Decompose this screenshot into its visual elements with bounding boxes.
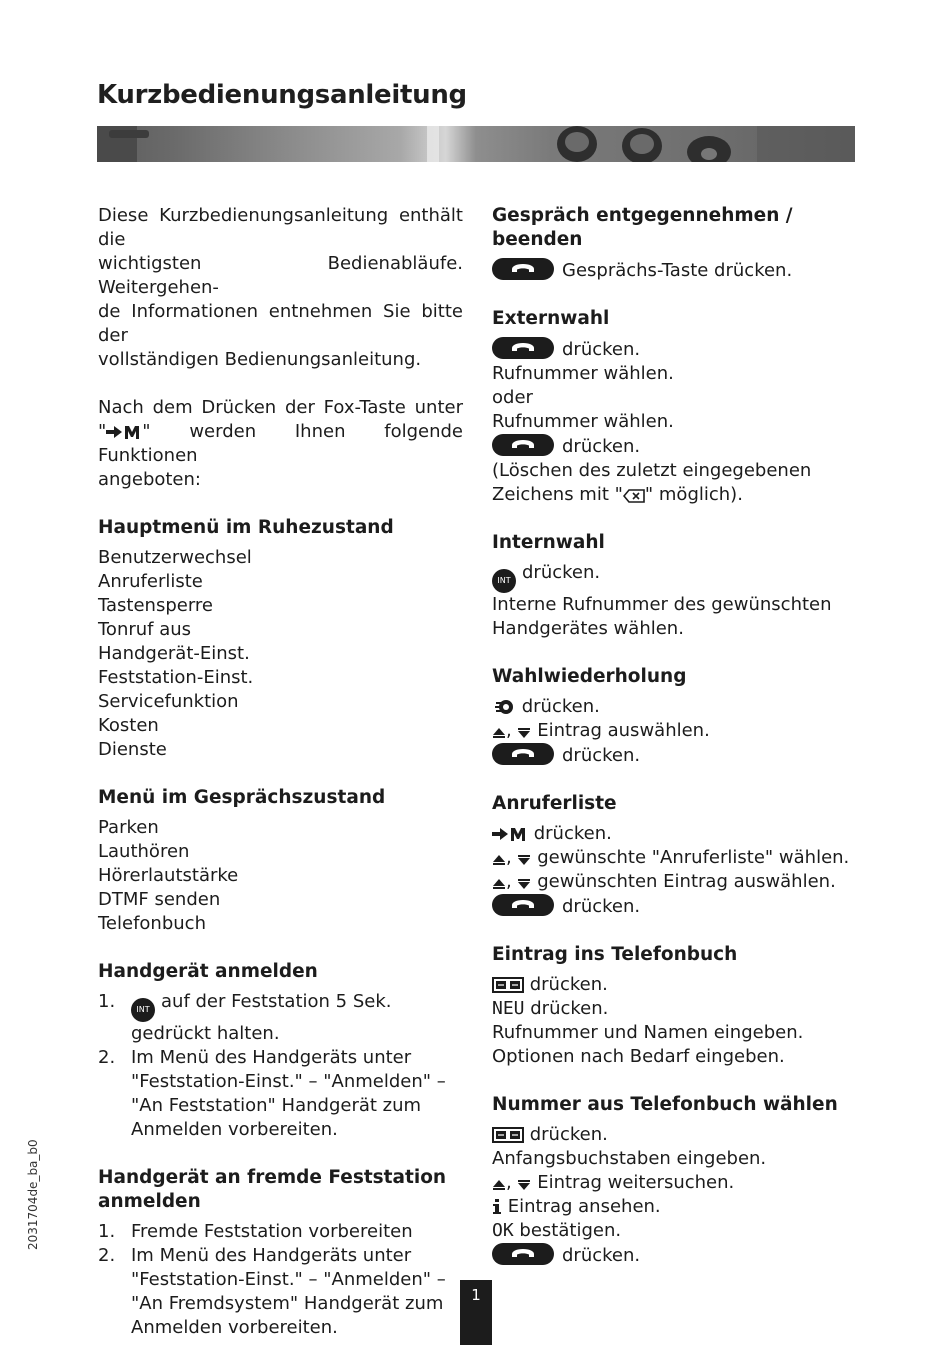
section-internwahl [492,531,872,641]
menu-item: Handgerät-Einst. [98,643,250,664]
step-text: Optionen nach Bedarf eingeben. [492,1046,785,1067]
steps-list [98,1220,463,1340]
arrow-down-icon [517,854,531,866]
call-key-icon [492,743,554,765]
step-number: 2. [98,1047,116,1068]
section-heading: Internwahl [492,532,605,553]
call-key-icon [492,337,554,359]
arrow-down-icon [517,1179,531,1191]
step-item [98,990,463,1046]
int-key-icon: INT [492,569,516,593]
step-text: Anfangsbuchstaben eingeben. [492,1148,767,1169]
step-text: drücken. [522,562,601,583]
intro-line: Diese Kurzbedienungsanleitung enthält die [98,205,463,250]
section-wahlwiederholung [492,665,872,768]
step-text: Fremde Feststation vorbereiten [131,1221,413,1242]
document-code: 2031704de_ba_b0 [26,1139,40,1250]
step-text: Anmelden vorbereiten. [131,1317,338,1338]
call-key-icon [492,434,554,456]
section-heading: Externwahl [492,308,610,329]
menu-item: DTMF senden [98,889,221,910]
step-number: 2. [98,1245,116,1266]
section-nummer-waehlen [492,1093,872,1268]
left-column [98,204,463,1364]
section-heading: Menü im Gesprächszustand [98,787,386,808]
step-text: Handgerätes wählen. [492,618,684,639]
nav-separator: , [506,871,512,892]
section-annehmen [492,204,872,283]
page-number: 1 [460,1280,492,1345]
steps-list [98,990,463,1142]
menu-item: Parken [98,817,159,838]
step-text: Interne Rufnummer des gewünschten [492,594,832,615]
section-heading: Eintrag ins Telefonbuch [492,944,738,965]
step-text: drücken. [533,823,612,844]
fox-menu-icon [492,826,528,842]
step-text: Rufnummer wählen. [492,411,674,432]
page-title: Kurzbedienungsanleitung [97,80,467,110]
menu-item: Kosten [98,715,159,736]
menu-item: Benutzerwechsel [98,547,252,568]
step-text: "An Feststation" Handgerät zum [131,1095,422,1116]
step-text: gewünschten Eintrag auswählen. [537,871,836,892]
step-text: " möglich). [644,484,743,505]
section-heading: Handgerät anmelden [98,961,318,982]
step-item [98,1046,463,1142]
step-text: Eintrag auswählen. [537,720,710,741]
section-externwahl [492,307,872,507]
neu-softkey-label: NEU [492,998,525,1019]
section-heading: Hauptmenü im Ruhezustand [98,517,394,538]
menu-item: Hörerlautstärke [98,865,239,886]
arrow-up-icon [492,727,506,739]
step-text: Rufnummer und Namen eingeben. [492,1022,804,1043]
menu-item: Telefonbuch [98,913,206,934]
menu-item: Tonruf aus [98,619,192,640]
step-item [98,1220,463,1244]
step-text: "Feststation-Einst." – "Anmelden" – [131,1071,446,1092]
section-heading: Nummer aus Telefonbuch wählen [492,1094,838,1115]
step-text: Gesprächs-Taste drücken. [562,260,793,281]
section-gespraechmenu [98,786,463,936]
step-text: "Feststation-Einst." – "Anmelden" – [131,1269,446,1290]
fox-line: Nach dem Drücken der Fox-Taste unter [98,397,463,418]
step-text: drücken. [562,436,641,457]
step-text: drücken. [562,745,641,766]
step-text: gedrückt halten. [131,1023,280,1044]
call-key-icon [492,1243,554,1265]
section-fremd [98,1166,463,1340]
intro-paragraph [98,204,463,372]
ok-softkey-label: OK [492,1220,514,1241]
arrow-up-icon [492,1179,506,1191]
step-text: oder [492,387,533,408]
step-text: drücken. [530,998,609,1019]
int-key-icon: INT [131,998,155,1022]
step-text: bestätigen. [519,1220,622,1241]
step-text: drücken. [521,696,600,717]
arrow-up-icon [492,854,506,866]
section-hauptmenu [98,516,463,762]
section-heading [98,1166,463,1214]
nav-separator: , [506,1172,512,1193]
step-text: drücken. [529,1124,608,1145]
intro-line: de Informationen entnehmen Sie bitte der [98,301,463,346]
menu-item: Feststation-Einst. [98,667,254,688]
step-text: Im Menü des Handgeräts unter [131,1047,412,1068]
menu-item: Lauthören [98,841,190,862]
header-photo-banner [97,126,855,162]
menu-item: Servicefunktion [98,691,239,712]
nav-separator: , [506,847,512,868]
step-text: Eintrag ansehen. [507,1196,661,1217]
intro-line: vollständigen Bedienungsanleitung. [98,349,422,370]
nav-separator: , [506,720,512,741]
heading-line: Handgerät an fremde Feststation [98,1167,447,1188]
quote-open: " [98,421,107,442]
arrow-up-icon [492,878,506,890]
step-text: Rufnummer wählen. [492,363,674,384]
section-heading: Wahlwiederholung [492,666,687,687]
step-number: 1. [98,1221,116,1242]
fox-line [98,420,463,468]
step-number: 1. [98,991,116,1012]
step-text: drücken. [529,974,608,995]
arrow-down-icon [517,727,531,739]
section-heading: Anruferliste [492,793,617,814]
menu-item: Anruferliste [98,571,203,592]
fox-paragraph [98,396,463,492]
step-text: drücken. [562,896,641,917]
menu-item: Tastensperre [98,595,214,616]
right-column [492,204,872,1292]
step-text: Anmelden vorbereiten. [131,1119,338,1140]
step-text: "An Fremdsystem" Handgerät zum [131,1293,444,1314]
section-anmelden [98,960,463,1142]
fox-quote-rest: " werden Ihnen folgende Funktionen [98,421,463,466]
step-text: gewünschte "Anruferliste" wählen. [537,847,850,868]
step-text: Eintrag weitersuchen. [537,1172,735,1193]
phonebook-icon [492,1127,524,1143]
backspace-icon [623,489,645,503]
heading-line: anmelden [98,1191,201,1212]
section-telefonbuch-eintrag [492,943,872,1069]
fox-line: angeboten: [98,469,201,490]
step-text: auf der Feststation 5 Sek. [161,991,392,1012]
step-item [98,1244,463,1340]
call-key-icon [492,894,554,916]
step-text: drücken. [562,1245,641,1266]
menu-item: Dienste [98,739,167,760]
step-text: drücken. [562,339,641,360]
section-anruferliste [492,792,872,919]
arrow-down-icon [517,878,531,890]
info-icon [492,1199,502,1215]
fox-menu-icon [106,424,142,440]
phonebook-icon [492,977,524,993]
step-text: Im Menü des Handgeräts unter [131,1245,412,1266]
step-text: Zeichens mit " [492,484,623,505]
section-heading: Gespräch entgegennehmen / beenden [492,205,793,250]
redial-icon [492,699,516,715]
call-key-icon [492,258,554,280]
step-text: (Löschen des zuletzt eingegebenen [492,460,812,481]
intro-line: wichtigsten Bedienabläufe. Weitergehen- [98,253,463,298]
